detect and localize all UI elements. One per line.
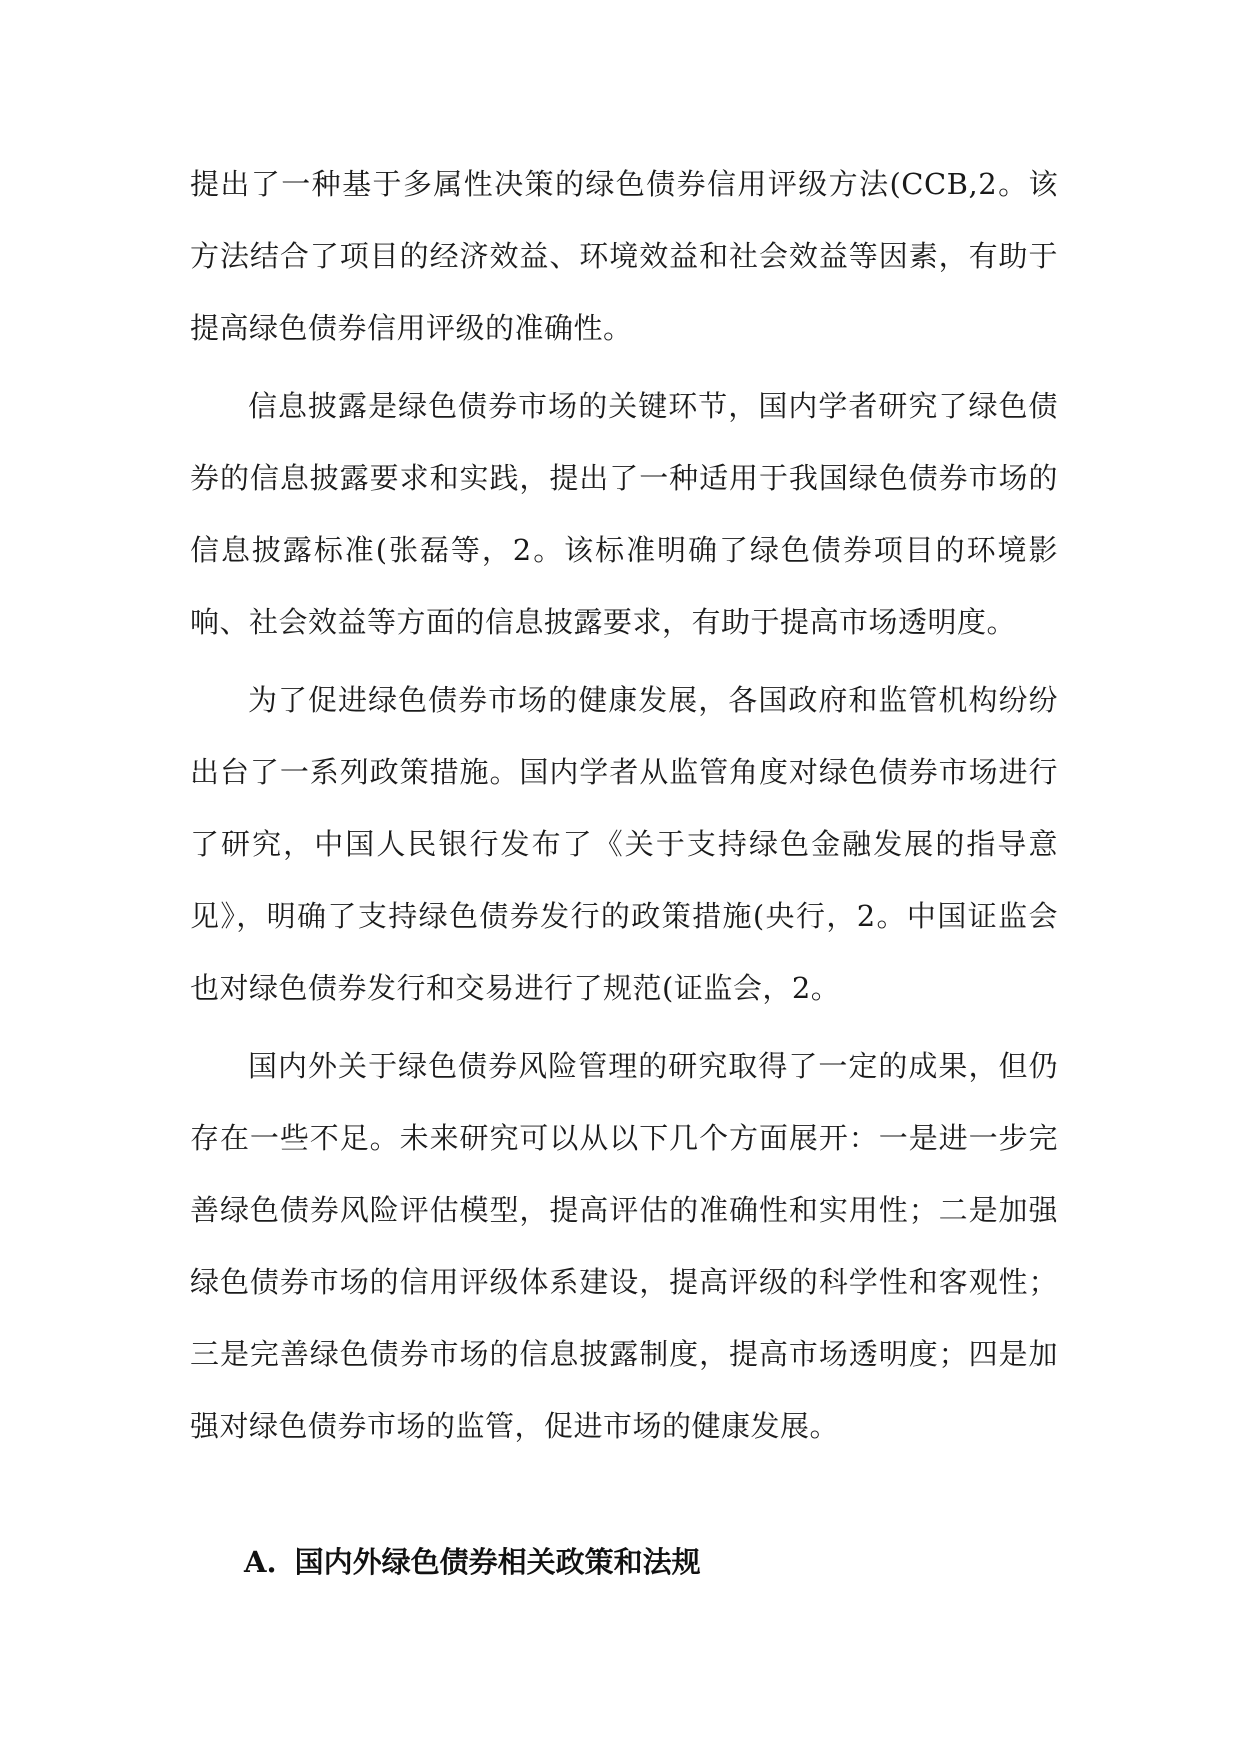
section-heading-number: A. (244, 1545, 277, 1579)
section-heading (244, 1540, 701, 1581)
paragraph-information-disclosure: 信息披露是绿色债券市场的关键环节，国内学者研究了绿色债券的信息披露要求和实践，提出了一种适用于我国绿色债券市场的信息披露标准(张磊等，2。该标准明确了绿色债券项目的环境影响、社会效益等方面的信息披露要求，有助于提高市场透明度。 (190, 389, 1058, 639)
paragraph-policy-measures: 为了促进绿色债券市场的健康发展，各国政府和监管机构纷纷出台了一系列政策措施。国内学者从监管角度对绿色债券市场进行了研究，中国人民银行发布了《关于支持绿色金融发展的指导意见》，明确了支持绿色债券发行的政策措施(央行，2。中国证监会也对绿色债券发行和交易进行了规范(证监会，2。 (190, 683, 1058, 1005)
section-heading-title: 国内外绿色债券相关政策和法规 (294, 1545, 701, 1579)
paragraph-credit-rating: 提出了一种基于多属性决策的绿色债券信用评级方法(CCB,2。该方法结合了项目的经济效益、环境效益和社会效益等因素，有助于提高绿色债券信用评级的准确性。 (190, 167, 1058, 345)
document-body (190, 148, 1058, 1468)
paragraph-research-outlook: 国内外关于绿色债券风险管理的研究取得了一定的成果，但仍存在一些不足。未来研究可以从以下几个方面展开：一是进一步完善绿色债券风险评估模型，提高评估的准确性和实用性；二是加强绿色债券市场的信用评级体系建设，提高评级的科学性和客观性；三是完善绿色债券市场的信息披露制度，提高市场透明度；四是加强对绿色债券市场的监管，促进市场的健康发展。 (190, 1049, 1058, 1443)
